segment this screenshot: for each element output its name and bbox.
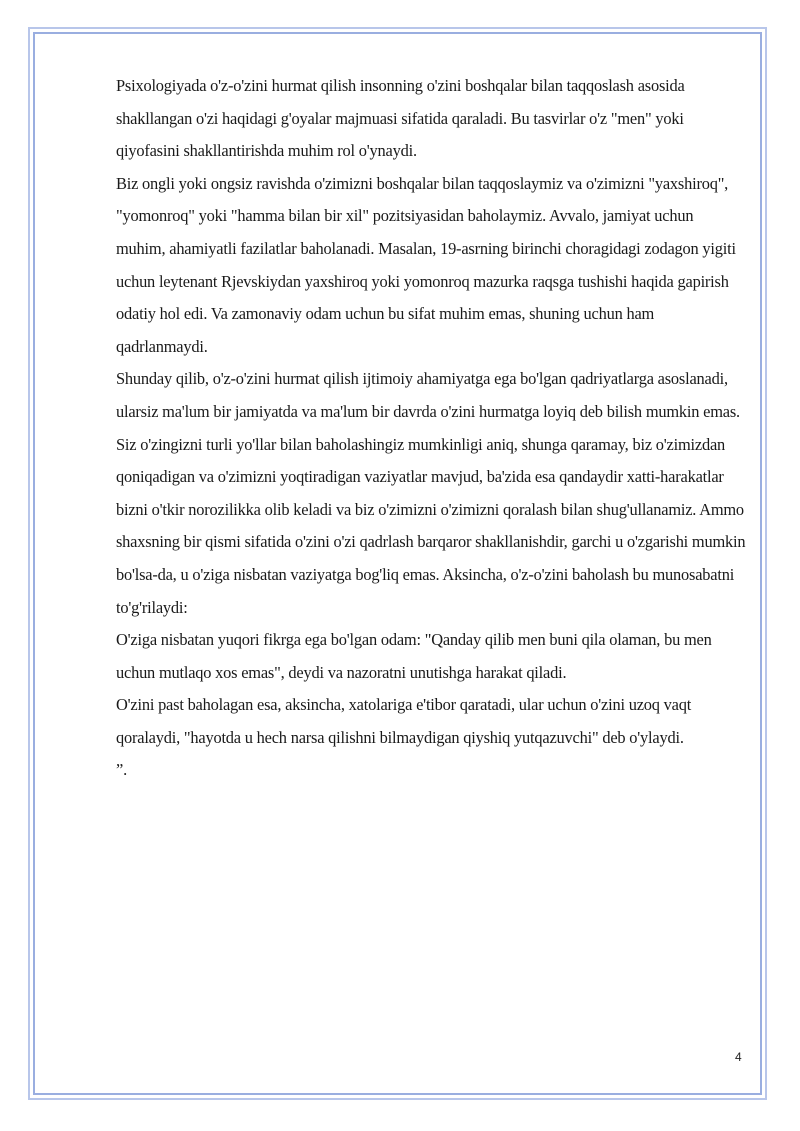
- paragraph-7: ”.: [116, 760, 127, 780]
- document-body: [116, 70, 746, 787]
- paragraph-4: Siz o'zingizni turli yo'llar bilan baholashingiz mumkinligi aniq, shunga qaramay, biz o'zimizdan qoniqadigan va o'zimizni yoqtiradigan vaziyatlar mavjud, ba'zida esa qandaydir xatti-harakatlar bizni o'tkir norozilikka olib keladi va biz o'zimizni o'zimizni qoralash bilan shug'ullanamiz. Ammo shaxsning bir qismi sifatida o'zini o'zi qadrlash barqaror shakllanishdir, garchi u o'zgarishi mumkin bo'lsa-da, u o'ziga nisbatan vaziyatga bog'liq emas. Aksincha, o'z-o'zini baholash bu munosabatni to'g'rilaydi:: [116, 434, 746, 617]
- paragraph-5: O'ziga nisbatan yuqori fikrga ega bo'lgan odam: "Qanday qilib men buni qila olaman, bu men uchun mutlaqo xos emas", deydi va nazoratni unutishga harakat qiladi.: [116, 630, 712, 682]
- page-number: 4: [735, 1050, 742, 1064]
- paragraph-6: O'zini past baholagan esa, aksincha, xatolariga e'tibor qaratadi, ular uchun o'zini uzoq vaqt qoralaydi, "hayotda u hech narsa qilishni bilmaydigan qiyshiq yutqazuvchi" deb o'ylaydi.: [116, 695, 692, 747]
- paragraph-2: Biz ongli yoki ongsiz ravishda o'zimizni boshqalar bilan taqqoslaymiz va o'zimizni "yaxshiroq", "yomonroq" yoki "hamma bilan bir xil" pozitsiyasidan baholaymiz. Avvalo, jamiyat uchun muhim, ahamiyatli fazilatlar baholanadi. Masalan, 19-asrning birinchi choragidagi zodagon yigiti uchun leytenant Rjevskiydan yaxshiroq yoki yomonroq mazurka raqsga tushishi haqida gapirish odatiy hol edi. Va zamonaviy odam uchun bu sifat muhim emas, shuning uchun ham qadrlanmaydi.: [116, 173, 736, 356]
- paragraph-3: Shunday qilib, o'z-o'zini hurmat qilish ijtimoiy ahamiyatga ega bo'lgan qadriyatlarga asoslanadi, ularsiz ma'lum bir jamiyatda va ma'lum bir davrda o'zini hurmatga loyiq deb bilish mumkin emas.: [116, 369, 740, 421]
- paragraph-1: Psixologiyada o'z-o'zini hurmat qilish insonning o'zini boshqalar bilan taqqoslash asosida shakllangan o'zi haqidagi g'oyalar majmuasi sifatida qaraladi. Bu tasvirlar o'z "men" yoki qiyofasini shakllantirishda muhim rol o'ynaydi.: [116, 76, 685, 161]
